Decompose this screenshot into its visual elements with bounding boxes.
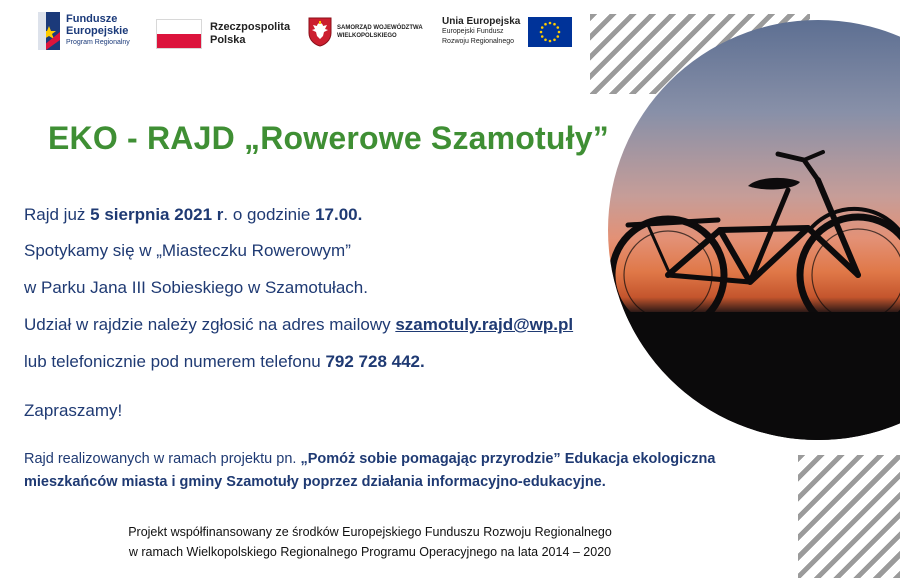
eu-star-icon <box>545 23 548 26</box>
footer-line-2: w ramach Wielkopolskiego Regionalnego Programu Operacyjnego na lata 2014 – 2020 <box>128 545 612 559</box>
fe-line-2: Europejskie <box>66 25 129 37</box>
ue-line-2: Europejski Fundusz <box>442 28 504 35</box>
sw-line-2: WIELKOPOLSKIEGO <box>337 33 397 39</box>
eu-star-icon <box>557 26 560 29</box>
registration-phone-line <box>24 352 425 372</box>
park-location-line: w Parku Jana III Sobieskiego w Szamotułach. <box>24 278 368 297</box>
footer-line-1: Projekt współfinansowany ze środków Europejskiego Funduszu Rozwoju Regionalnego <box>128 525 612 539</box>
email-prefix: Udział w rajdzie należy zgłosić na adres mailowy <box>24 315 396 334</box>
fe-line-1: Fundusze <box>66 13 118 25</box>
eu-star-icon <box>541 35 544 38</box>
project-name: „Pomóż sobie pomagając przyrodzie” Edukacja ekologiczna mieszkańców miasta i gminy Szamotuły poprzez działania informacyjno-edukacyjne. <box>24 451 716 490</box>
invitation-line: Zapraszamy! <box>24 401 123 420</box>
page-title: EKO - RAJD „Rowerowe Szamotuły” <box>48 120 609 156</box>
ue-line-3: Rozwoju Regionalnego <box>442 38 514 45</box>
email-link[interactable]: szamotuly.rajd@wp.pl <box>395 315 574 334</box>
eu-star-icon <box>545 38 548 41</box>
eu-star-icon <box>557 35 560 38</box>
date-suffix: . o godzinie <box>223 205 316 224</box>
eu-flag-icon <box>528 17 572 47</box>
rp-line-2: Polska <box>210 34 246 46</box>
event-date: 5 sierpnia 2021 r <box>90 205 224 224</box>
european-funds-logo <box>38 12 130 50</box>
rp-line-1: Rzeczpospolita <box>210 21 291 33</box>
sw-line-1: SAMORZĄD WOJEWÓDZTWA <box>337 25 423 31</box>
logo-bar <box>0 0 600 60</box>
phone-prefix: lub telefonicznie pod numerem telefonu <box>24 352 326 371</box>
fe-line-3: Program Regionalny <box>66 39 130 46</box>
project-prefix: Rajd realizowanych w ramach projektu pn. <box>24 451 301 467</box>
meeting-place-line: Spotykamy się w „Miasteczku Rowerowym” <box>24 241 351 260</box>
eu-star-icon <box>554 38 557 41</box>
project-description <box>24 448 794 494</box>
phone-number: 792 728 442. <box>325 352 425 371</box>
ue-line-1: Unia Europejska <box>442 16 521 27</box>
eu-star-icon <box>541 26 544 29</box>
eu-star-icon <box>549 22 552 25</box>
funding-footer <box>90 522 650 562</box>
event-time: 17.00. <box>315 205 363 224</box>
rzeczpospolita-logo <box>156 19 290 49</box>
bicycle-sunset-photo <box>608 20 900 440</box>
date-prefix: Rajd już <box>24 205 91 224</box>
event-date-line <box>24 205 362 225</box>
bicycle-silhouette-icon <box>608 20 900 440</box>
eu-star-icon <box>558 31 561 34</box>
wielkopolska-logo <box>308 17 423 47</box>
eu-star-icon <box>540 31 543 34</box>
white-eagle-shield-icon <box>308 17 332 47</box>
polish-flag-icon <box>156 19 202 49</box>
decorative-stripes-bottom <box>798 455 900 578</box>
eu-star-icon <box>549 40 552 43</box>
european-funds-star-mark-icon <box>38 12 60 50</box>
registration-email-line <box>24 315 573 335</box>
eu-star-icon <box>554 23 557 26</box>
european-union-logo <box>442 17 572 47</box>
